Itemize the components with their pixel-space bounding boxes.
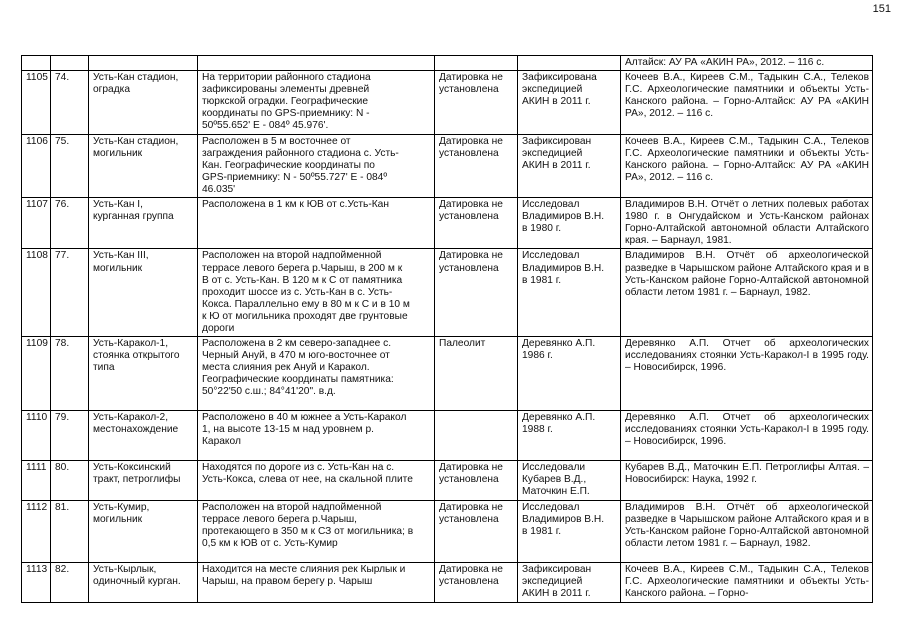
monument-name-cell: Усть-Кырлык, одиночный курган.	[89, 563, 198, 603]
monument-name-cell: Усть-Кан стадион, могильник	[89, 134, 198, 197]
row-number-cell: 1108	[22, 249, 51, 337]
researcher-cell: Деревянко А.П. 1986 г.	[518, 337, 621, 411]
dating-cell: Палеолит	[435, 337, 518, 411]
continuation-row	[22, 56, 873, 71]
empty-cell	[198, 56, 435, 71]
dating-cell: Датировка не установлена	[435, 563, 518, 603]
table-row	[22, 461, 873, 501]
location-cell: Расположено в 40 м южнее а Усть-Каракол 1, на высоте 13-15 м над уровнем р. Каракол	[198, 411, 435, 461]
location-cell: Находится на месте слияния рек Кырлык и Чарыш, на правом берегу р. Чарыш	[198, 563, 435, 603]
table-row	[22, 411, 873, 461]
source-cell: Кочеев В.А., Киреев С.М., Тадыкин С.А., Телеков Г.С. Археологические памятники и объекты Усть-Канского района. – Горно-	[621, 563, 873, 603]
page-number: 151	[872, 3, 891, 15]
researcher-cell: Зафиксирован экспедицией АКИН в 2011 г.	[518, 134, 621, 197]
source-cell: Кубарев В.Д., Маточкин Е.П. Петроглифы Алтая. – Новосибирск: Наука, 1992 г.	[621, 461, 873, 501]
source-cell: Деревянко А.П. Отчет об археологических исследованиях стоянки Усть-Каракол-I в 1995 году. – Новосибирск, 1996.	[621, 411, 873, 461]
monument-name-cell: Усть-Коксинский тракт, петроглифы	[89, 461, 198, 501]
table-row	[22, 501, 873, 563]
row-number-cell: 1113	[22, 563, 51, 603]
researcher-cell: Исследовал Владимиров В.Н. в 1981 г.	[518, 501, 621, 563]
source-cell: Алтайск: АУ РА «АКИН РА», 2012. – 116 с.	[621, 56, 873, 71]
monument-name-cell: Усть-Кан стадион, оградка	[89, 71, 198, 134]
row-number-cell: 1110	[22, 411, 51, 461]
sub-number-cell: 78.	[51, 337, 89, 411]
dating-cell: Датировка не установлена	[435, 198, 518, 249]
source-cell: Владимиров В.Н. Отчёт о летних полевых работах 1980 г. в Онгудайском и Усть-Канском районах Горно-Алтайской автономной области Алтайского края. – Барнаул, 1981.	[621, 198, 873, 249]
monuments-table	[21, 55, 873, 603]
table-row	[22, 71, 873, 134]
row-number-cell: 1112	[22, 501, 51, 563]
dating-cell: Датировка не установлена	[435, 134, 518, 197]
researcher-cell: Исследовал Владимиров В.Н. в 1980 г.	[518, 198, 621, 249]
source-cell: Кочеев В.А., Киреев С.М., Тадыкин С.А., Телеков Г.С. Археологические памятники и объекты Усть-Канского района. – Горно-Алтайск: АУ РА «АКИН РА», 2012. – 116 с.	[621, 71, 873, 134]
location-cell: На территории районного стадиона зафиксированы элементы древней тюркской оградки. Географические координаты по GPS-приемнику: N - 50º55.652' E - 084º 45.976'.	[198, 71, 435, 134]
source-cell: Деревянко А.П. Отчет об археологических исследованиях стоянки Усть-Каракол-I в 1995 году. – Новосибирск, 1996.	[621, 337, 873, 411]
row-number-cell: 1109	[22, 337, 51, 411]
dating-cell: Датировка не установлена	[435, 501, 518, 563]
table-body	[22, 56, 873, 603]
row-number-cell: 1106	[22, 134, 51, 197]
sub-number-cell: 76.	[51, 198, 89, 249]
researcher-cell: Зафиксирована экспедицией АКИН в 2011 г.	[518, 71, 621, 134]
table-row	[22, 134, 873, 197]
dating-cell: Датировка не установлена	[435, 71, 518, 134]
row-number-cell: 1111	[22, 461, 51, 501]
dating-cell	[435, 411, 518, 461]
monument-name-cell: Усть-Кумир, могильник	[89, 501, 198, 563]
table-row	[22, 563, 873, 603]
sub-number-cell: 79.	[51, 411, 89, 461]
empty-cell	[22, 56, 51, 71]
source-cell: Владимиров В.Н. Отчёт об археологической разведке в Чарышском районе Алтайского края и в Усть-Канском районе Горно-Алтайской автономной области летом 1981 г. – Барнаул, 1982.	[621, 249, 873, 337]
dating-cell: Датировка не установлена	[435, 461, 518, 501]
dating-cell: Датировка не установлена	[435, 249, 518, 337]
sub-number-cell: 81.	[51, 501, 89, 563]
monument-name-cell: Усть-Кан III, могильник	[89, 249, 198, 337]
monument-name-cell: Усть-Каракол-1, стоянка открытого типа	[89, 337, 198, 411]
source-cell: Кочеев В.А., Киреев С.М., Тадыкин С.А., Телеков Г.С. Археологические памятники и объекты Усть-Канского района. – Горно-Алтайск: АУ РА «АКИН РА», 2012. – 116 с.	[621, 134, 873, 197]
row-number-cell: 1105	[22, 71, 51, 134]
monument-name-cell: Усть-Кан I, курганная группа	[89, 198, 198, 249]
researcher-cell: Исследовали Кубарев В.Д., Маточкин Е.П.	[518, 461, 621, 501]
sub-number-cell: 77.	[51, 249, 89, 337]
table-row	[22, 198, 873, 249]
source-cell: Владимиров В.Н. Отчёт об археологической разведке в Чарышском районе Алтайского края и в Усть-Канском районе Горно-Алтайской автономной области летом 1981 г. – Барнаул, 1982.	[621, 501, 873, 563]
location-cell: Расположена в 1 км к ЮВ от с.Усть-Кан	[198, 198, 435, 249]
location-cell: Расположена в 2 км северо-западнее с. Черный Ануй, в 470 м юго-восточнее от места слияния рек Ануй и Каракол. Географические координаты памятника: 50°22'50 с.ш.; 84°41'20". в.д.	[198, 337, 435, 411]
empty-cell	[435, 56, 518, 71]
researcher-cell: Исследовал Владимиров В.Н. в 1981 г.	[518, 249, 621, 337]
sub-number-cell: 75.	[51, 134, 89, 197]
empty-cell	[518, 56, 621, 71]
sub-number-cell: 80.	[51, 461, 89, 501]
empty-cell	[51, 56, 89, 71]
researcher-cell: Зафиксирован экспедицией АКИН в 2011 г.	[518, 563, 621, 603]
empty-cell	[89, 56, 198, 71]
researcher-cell: Деревянко А.П. 1988 г.	[518, 411, 621, 461]
location-cell: Расположен в 5 м восточнее от заграждения районного стадиона с. Усть- Кан. Географические координаты по GPS-приемнику: N - 50º55.727' E - 084º 46.035'	[198, 134, 435, 197]
table-row	[22, 249, 873, 337]
monument-name-cell: Усть-Каракол-2, местонахождение	[89, 411, 198, 461]
location-cell: Расположен на второй надпойменной террасе левого берега р.Чарыш, в 200 м к В от с. Усть-Кан. В 120 м к С от памятника проходит шоссе из с. Усть-Кан в с. Усть- Кокса. Параллельно ему в 80 м к С и в 10 м к Ю от могильника проходят две грунтовые дороги	[198, 249, 435, 337]
table-row	[22, 337, 873, 411]
sub-number-cell: 74.	[51, 71, 89, 134]
sub-number-cell: 82.	[51, 563, 89, 603]
location-cell: Находятся по дороге из с. Усть-Кан на с. Усть-Кокса, слева от нее, на скальной плите	[198, 461, 435, 501]
row-number-cell: 1107	[22, 198, 51, 249]
location-cell: Расположен на второй надпойменной террасе левого берега р.Чарыш, протекающего в 350 м к СЗ от могильника; в 0,5 км к ЮВ от с. Усть-Кумир	[198, 501, 435, 563]
